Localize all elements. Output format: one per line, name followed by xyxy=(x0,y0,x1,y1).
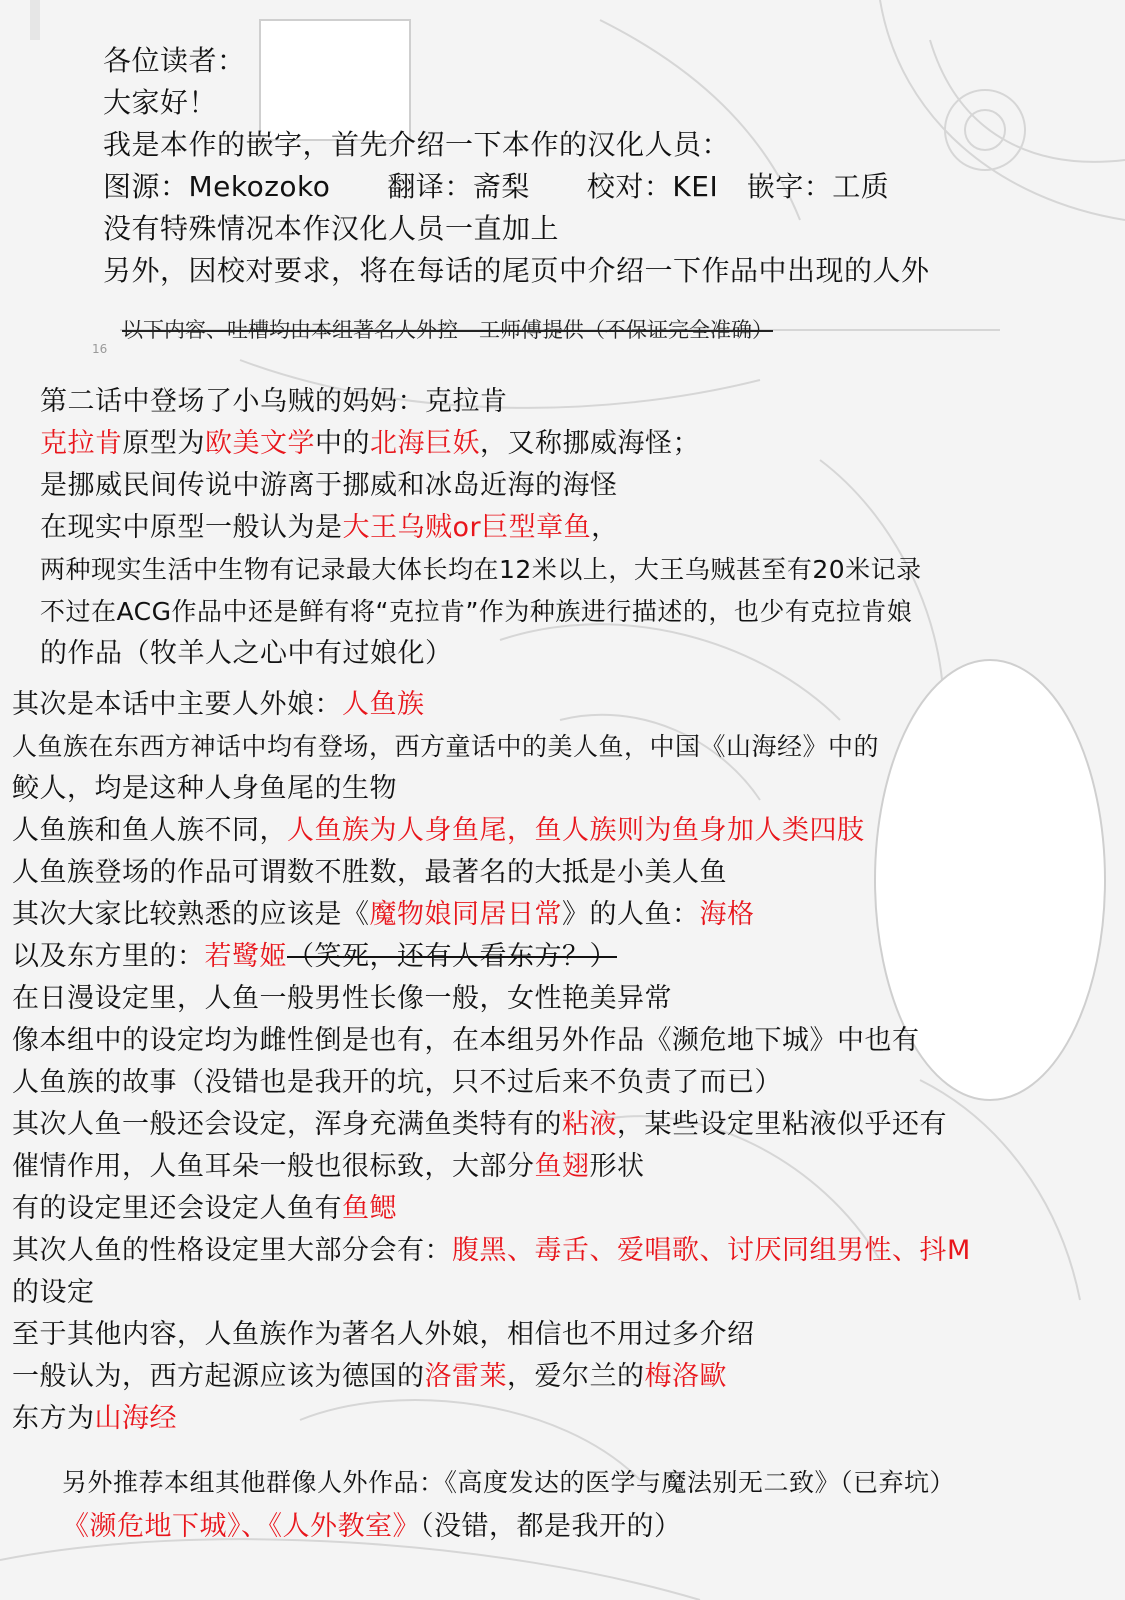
s2-line-5: 人鱼族登场的作品可谓数不胜数，最著名的大抵是小美人鱼 xyxy=(12,857,727,888)
s1-line-6: 不过在ACG作品中还是鲜有将“克拉肯”作为种族进行描述的，也少有克拉肯娘 xyxy=(40,597,913,626)
s1-line-5: 两种现实生活中生物有记录最大体长均在12米以上，大王乌贼甚至有20米记录 xyxy=(40,555,922,584)
s1-line-2: 克拉肯原型为欧美文学中的北海巨妖，又称挪威海怪； xyxy=(40,428,700,459)
header-line-2: 大家好！ xyxy=(103,86,218,119)
disclaimer-note: 以下内容、吐槽均由本组著名人外控—工师傅提供（不保证完全准确） xyxy=(122,318,773,342)
s1-line-1: 第二话中登场了小乌贼的妈妈：克拉肯 xyxy=(40,386,508,417)
s2-line-4: 人鱼族和鱼人族不同，人鱼族为人身鱼尾，鱼人族则为鱼身加人类四肢 xyxy=(12,815,865,846)
s2-line-17: 一般认为，西方起源应该为德国的洛雷莱，爱尔兰的梅洛歐 xyxy=(12,1361,727,1392)
page-number: 16 xyxy=(92,342,108,356)
s2-line-2: 人鱼族在东西方神话中均有登场，西方童话中的美人鱼，中国《山海经》中的 xyxy=(12,732,880,761)
s2-line-6: 其次大家比较熟悉的应该是《魔物娘同居日常》的人鱼：海格 xyxy=(12,899,755,930)
s2-line-10: 人鱼族的故事（没错也是我开的坑，只不过后来不负责了而已） xyxy=(12,1067,782,1098)
footer-line-1: 另外推荐本组其他群像人外作品：《高度发达的医学与魔法别无二致》（已弃坑） xyxy=(62,1468,956,1497)
s2-line-8: 在日漫设定里，人鱼一般男性长像一般，女性艳美异常 xyxy=(12,983,672,1014)
s2-line-15: 的设定 xyxy=(12,1277,95,1308)
s1-line-7: 的作品（牧羊人之心中有过娘化） xyxy=(40,638,453,669)
header-line-5: 没有特殊情况本作汉化人员一直加上 xyxy=(103,212,560,245)
header-line-3: 我是本作的嵌字，首先介绍一下本作的汉化人员： xyxy=(103,128,731,161)
header-line-credits: 图源：Mekozoko 翻译：斋梨 校对：KEI 嵌字：工质 xyxy=(103,170,890,203)
s2-line-11: 其次人鱼一般还会设定，浑身充满鱼类特有的粘液，某些设定里粘液似乎还有 xyxy=(12,1109,947,1140)
s1-line-3: 是挪威民间传说中游离于挪威和冰岛近海的海怪 xyxy=(40,470,618,501)
s1-line-4: 在现实中原型一般认为是大王乌贼or巨型章鱼， xyxy=(40,512,619,543)
s2-line-16: 至于其他内容，人鱼族作为著名人外娘，相信也不用过多介绍 xyxy=(12,1319,755,1350)
s2-line-3: 鲛人，均是这种人身鱼尾的生物 xyxy=(12,773,397,804)
s2-line-9: 像本组中的设定均为雌性倒是也有，在本组另外作品《濒危地下城》中也有 xyxy=(12,1025,920,1056)
header-line-6: 另外，因校对要求，将在每话的尾页中介绍一下作品中出现的人外 xyxy=(103,254,930,287)
s2-line-12: 催情作用，人鱼耳朵一般也很标致，大部分鱼翅形状 xyxy=(12,1151,645,1182)
s2-line-13: 有的设定里还会设定人鱼有鱼鳃 xyxy=(12,1193,397,1224)
s2-line-7: 以及东方里的：若鹭姬（笑死，还有人看东方？） xyxy=(12,941,617,972)
header-line-1: 各位读者： xyxy=(103,44,246,77)
s2-line-14: 其次人鱼的性格设定里大部分会有：腹黑、毒舌、爱唱歌、讨厌同组男性、抖M xyxy=(12,1235,971,1266)
s2-line-18: 东方为山海经 xyxy=(12,1403,177,1434)
footer-line-2: 《濒危地下城》、《人外教室》（没错，都是我开的） xyxy=(62,1511,682,1542)
s2-line-1: 其次是本话中主要人外娘：人鱼族 xyxy=(12,689,425,720)
